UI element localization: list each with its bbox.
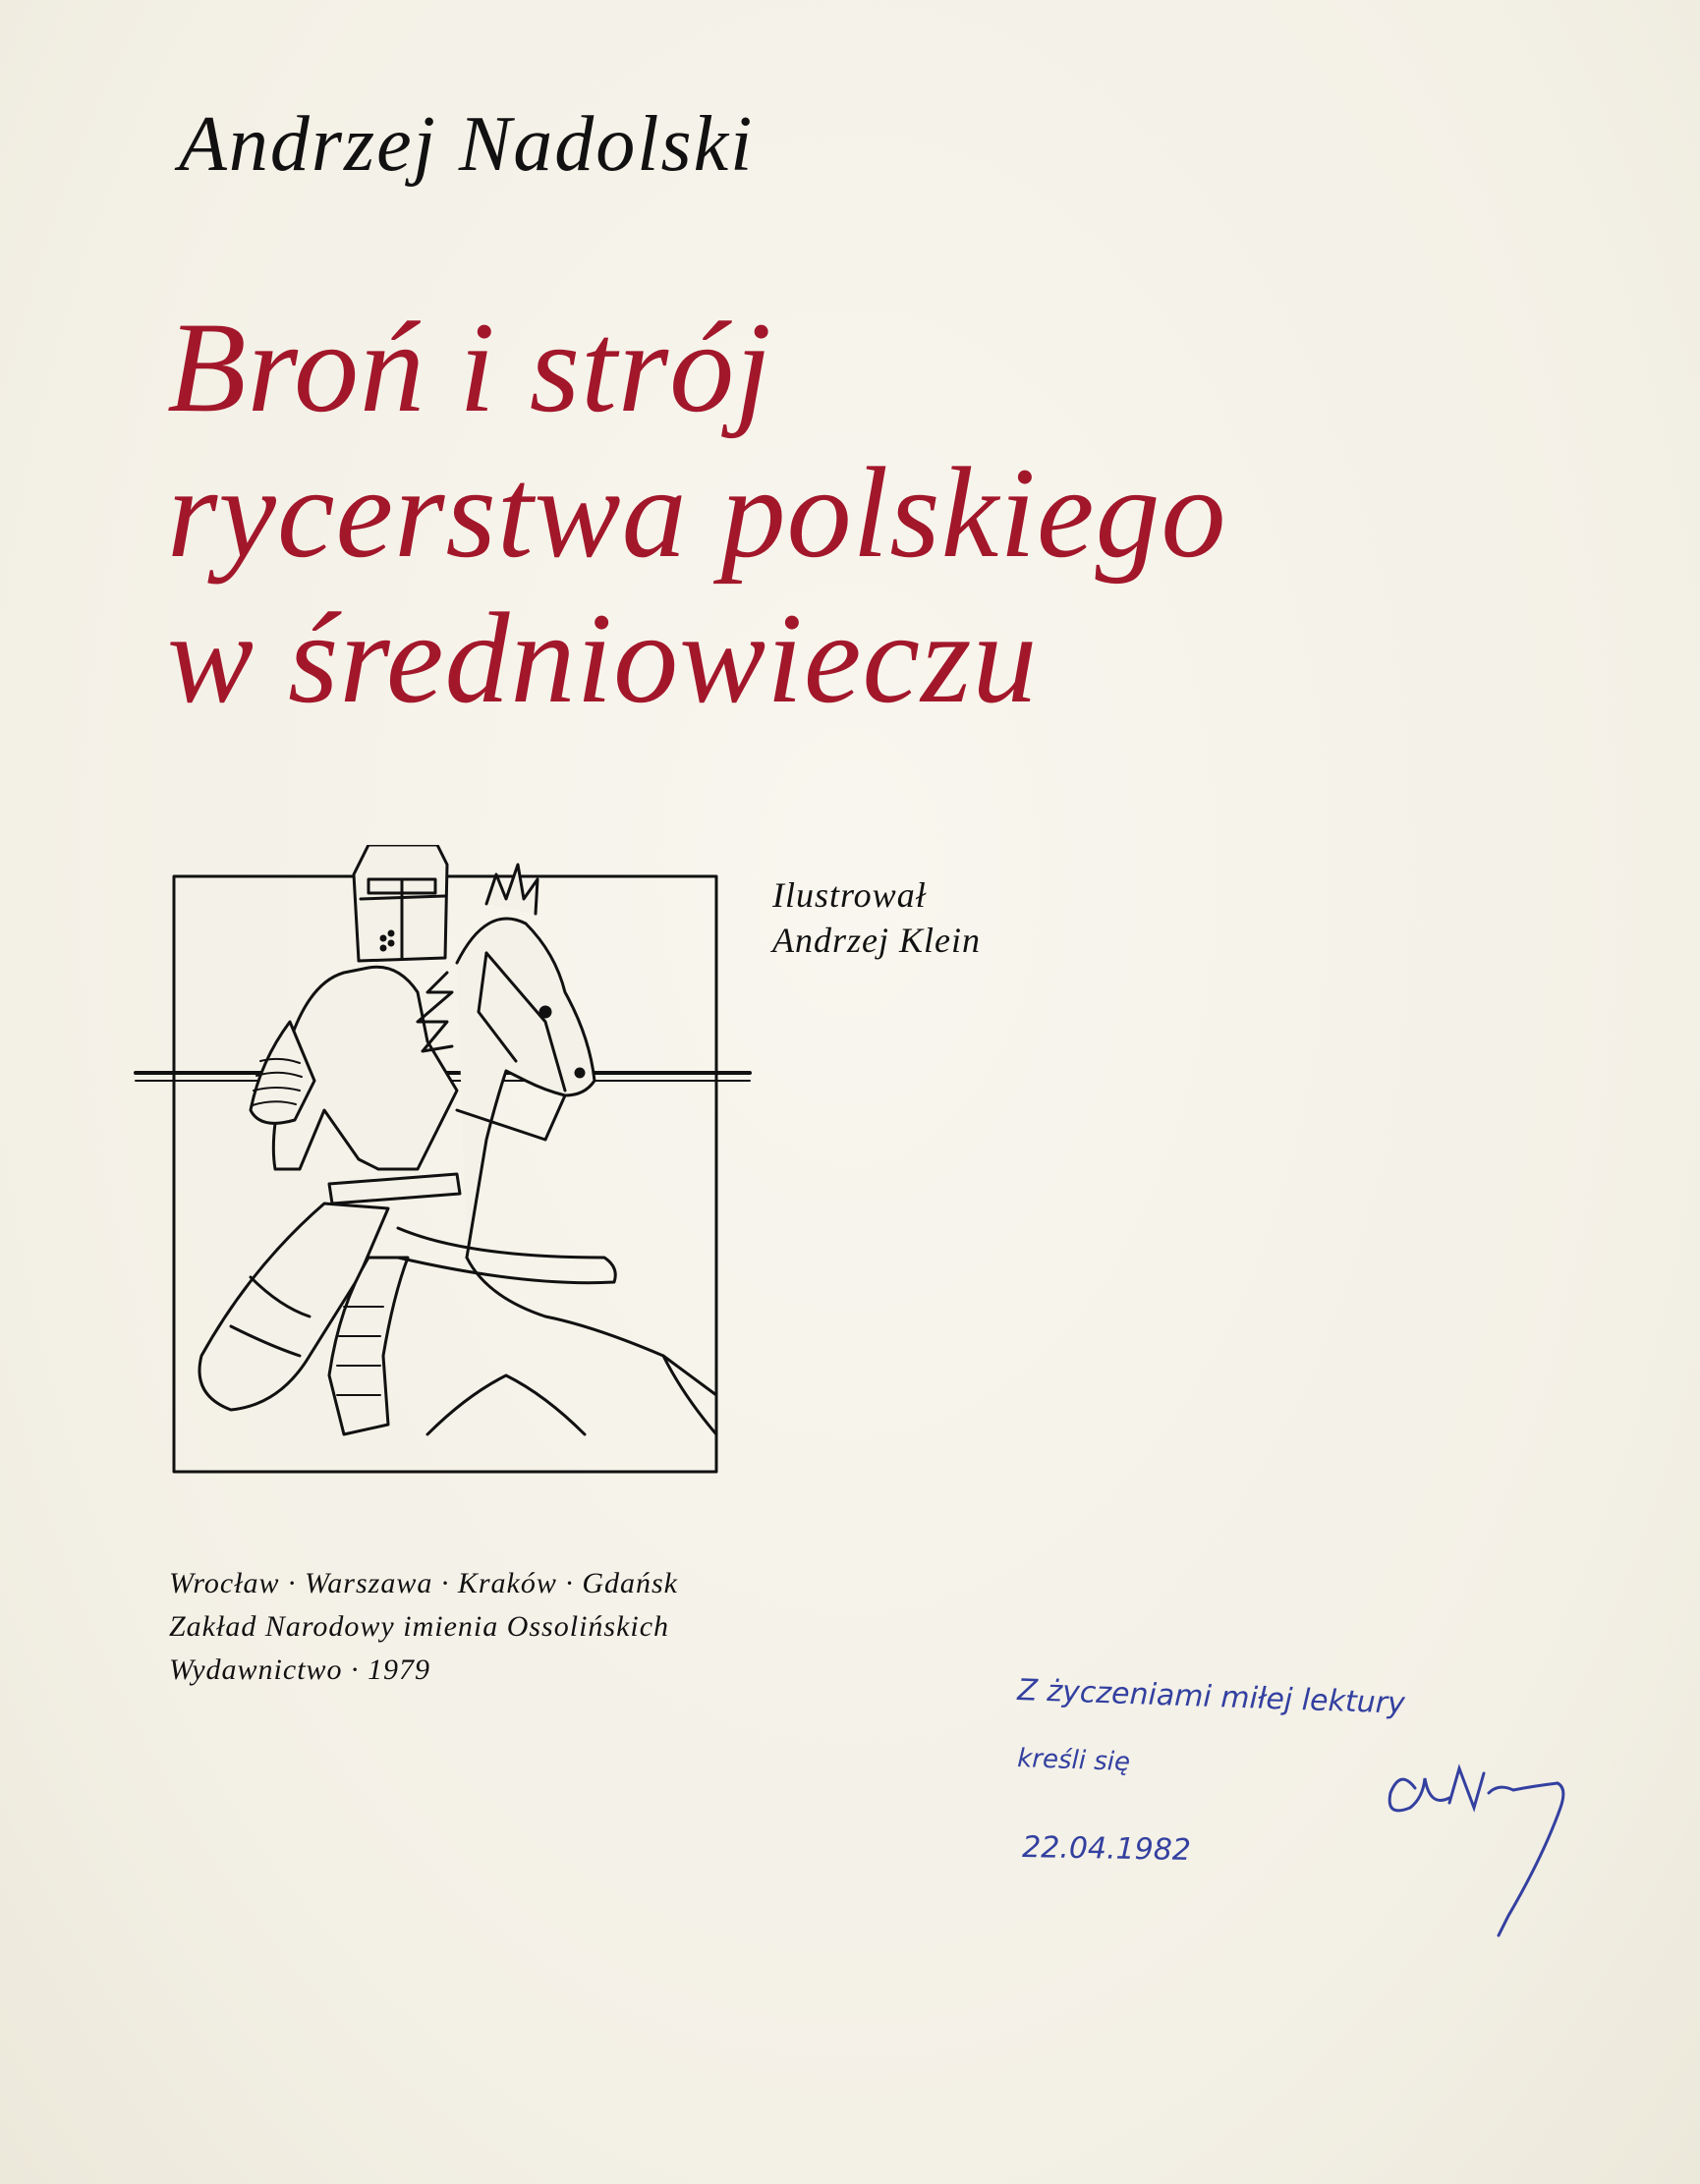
author-name: Andrzej Nadolski [179, 101, 755, 188]
title-line-3: w średniowieczu [167, 586, 1039, 730]
illustrator-credit [772, 872, 981, 963]
imprint-cities: Wrocław · Warszawa · Kraków · Gdańsk [169, 1567, 678, 1599]
dedication-line-2: kreśli się [1016, 1744, 1131, 1778]
dedication-line-1: Z życzeniami miłej lektury [1016, 1673, 1406, 1721]
imprint-publisher: Zakład Narodowy imienia Ossolińskich [169, 1610, 670, 1643]
helm-icon [354, 845, 447, 961]
imprint-year: Wydawnictwo · 1979 [169, 1653, 431, 1686]
title-line-1: Broń i strój [167, 295, 772, 439]
handwritten-dedication [1012, 1660, 1661, 1985]
book-title [167, 295, 1226, 731]
illustrator-name: Andrzej Klein [772, 921, 981, 960]
knight-illustration [133, 845, 762, 1474]
horse-head [457, 919, 595, 1258]
title-line-2: rycerstwa polskiego [167, 440, 1227, 585]
signature-icon [1389, 1768, 1563, 1935]
illustrator-label: Ilustrował [772, 875, 927, 915]
dedication-date: 22.04.1982 [1021, 1830, 1192, 1868]
publisher-imprint [169, 1562, 678, 1692]
